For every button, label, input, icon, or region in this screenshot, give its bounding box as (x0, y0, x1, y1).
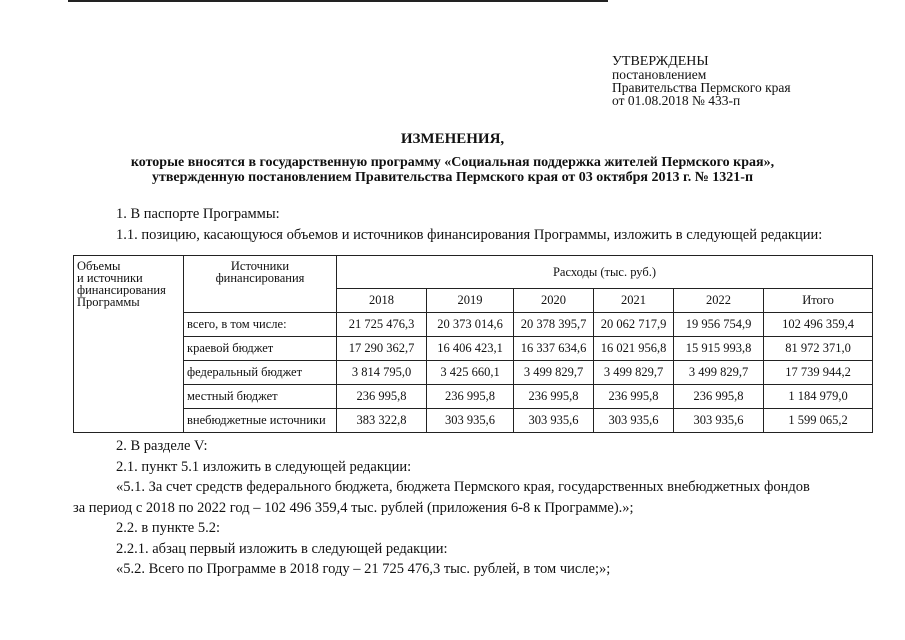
document-title: ИЗМЕНЕНИЯ, (400, 131, 505, 147)
table-cell: 236 995,8 (514, 385, 594, 409)
table-cell: 81 972 371,0 (764, 337, 873, 361)
paragraph-2-1-text-a: «5.1. За счет средств федерального бюджета, бюджета Пермского края, государственных внебюджетных фондов (116, 479, 810, 495)
document-subtitle-2: утвержденную постановлением Правительства Пермского края от 03 октября 2013 г. № 1321-п (151, 170, 754, 185)
financing-table (73, 255, 873, 433)
table-cell: 236 995,8 (427, 385, 514, 409)
table-cell: 102 496 359,4 (764, 313, 873, 337)
table-cell: 16 337 634,6 (514, 337, 594, 361)
year-header: 2018 (337, 289, 427, 313)
table-cell: 303 935,6 (674, 409, 764, 433)
table-left-header: Объемы и источники финансирования Программы (74, 256, 184, 433)
year-header: 2022 (674, 289, 764, 313)
paragraph-1-1: 1.1. позицию, касающуюся объемов и источников финансирования Программы, изложить в следующей редакции: (116, 227, 823, 243)
approval-line-4: от 01.08.2018 № 433-п (612, 93, 741, 108)
sources-header: Источники финансирования (184, 256, 337, 313)
document-subtitle-1: которые вносятся в государственную программу «Социальная поддержка жителей Пермского края», (130, 155, 775, 170)
table-row (74, 409, 873, 433)
table-cell: 236 995,8 (337, 385, 427, 409)
table-cell: 19 956 754,9 (674, 313, 764, 337)
year-header: 2020 (514, 289, 594, 313)
table-cell: 1 184 979,0 (764, 385, 873, 409)
table-cell: 236 995,8 (594, 385, 674, 409)
table-row (74, 337, 873, 361)
paragraph-2: 2. В разделе V: (116, 438, 208, 454)
table-cell: 15 915 993,8 (674, 337, 764, 361)
scan-edge-line (68, 0, 608, 2)
approval-line-1: УТВЕРЖДЕНЫ (612, 54, 709, 69)
table-cell: 3 814 795,0 (337, 361, 427, 385)
total-header: Итого (764, 289, 873, 313)
table-cell: 303 935,6 (427, 409, 514, 433)
row-label: местный бюджет (184, 385, 337, 409)
table-cell: 236 995,8 (674, 385, 764, 409)
year-header: 2019 (427, 289, 514, 313)
table-cell: 3 499 829,7 (594, 361, 674, 385)
paragraph-2-1: 2.1. пункт 5.1 изложить в следующей редакции: (116, 459, 412, 475)
table-cell: 21 725 476,3 (337, 313, 427, 337)
table-cell: 16 021 956,8 (594, 337, 674, 361)
row-label: краевой бюджет (184, 337, 337, 361)
table-cell: 20 378 395,7 (514, 313, 594, 337)
table-row (74, 385, 873, 409)
expenses-header: Расходы (тыс. руб.) (337, 256, 873, 289)
table-cell: 3 499 829,7 (674, 361, 764, 385)
paragraph-2-2-1-text: «5.2. Всего по Программе в 2018 году – 21 725 476,3 тыс. рублей, в том числе;»; (116, 561, 611, 577)
table-cell: 3 425 660,1 (427, 361, 514, 385)
approval-line-3: Правительства Пермского края (612, 80, 791, 95)
table-row (74, 313, 873, 337)
table-row (74, 361, 873, 385)
table-cell: 1 599 065,2 (764, 409, 873, 433)
paragraph-2-2: 2.2. в пункте 5.2: (116, 520, 221, 536)
paragraph-2-2-1: 2.2.1. абзац первый изложить в следующей редакции: (116, 541, 448, 557)
table-cell: 20 373 014,6 (427, 313, 514, 337)
table-cell: 383 322,8 (337, 409, 427, 433)
row-label: всего, в том числе: (184, 313, 337, 337)
paragraph-1: 1. В паспорте Программы: (116, 206, 280, 222)
approval-stamp (612, 55, 791, 107)
table-cell: 17 739 944,2 (764, 361, 873, 385)
table-cell: 303 935,6 (594, 409, 674, 433)
row-label: внебюджетные источники (184, 409, 337, 433)
approval-line-2: постановлением (612, 67, 707, 82)
paragraph-2-1-text-b: за период с 2018 по 2022 год – 102 496 359,4 тыс. рублей (приложения 6-8 к Программе).»; (73, 500, 634, 516)
table-cell: 20 062 717,9 (594, 313, 674, 337)
table-cell: 16 406 423,1 (427, 337, 514, 361)
table-cell: 303 935,6 (514, 409, 594, 433)
table-cell: 3 499 829,7 (514, 361, 594, 385)
table-cell: 17 290 362,7 (337, 337, 427, 361)
year-header: 2021 (594, 289, 674, 313)
row-label: федеральный бюджет (184, 361, 337, 385)
